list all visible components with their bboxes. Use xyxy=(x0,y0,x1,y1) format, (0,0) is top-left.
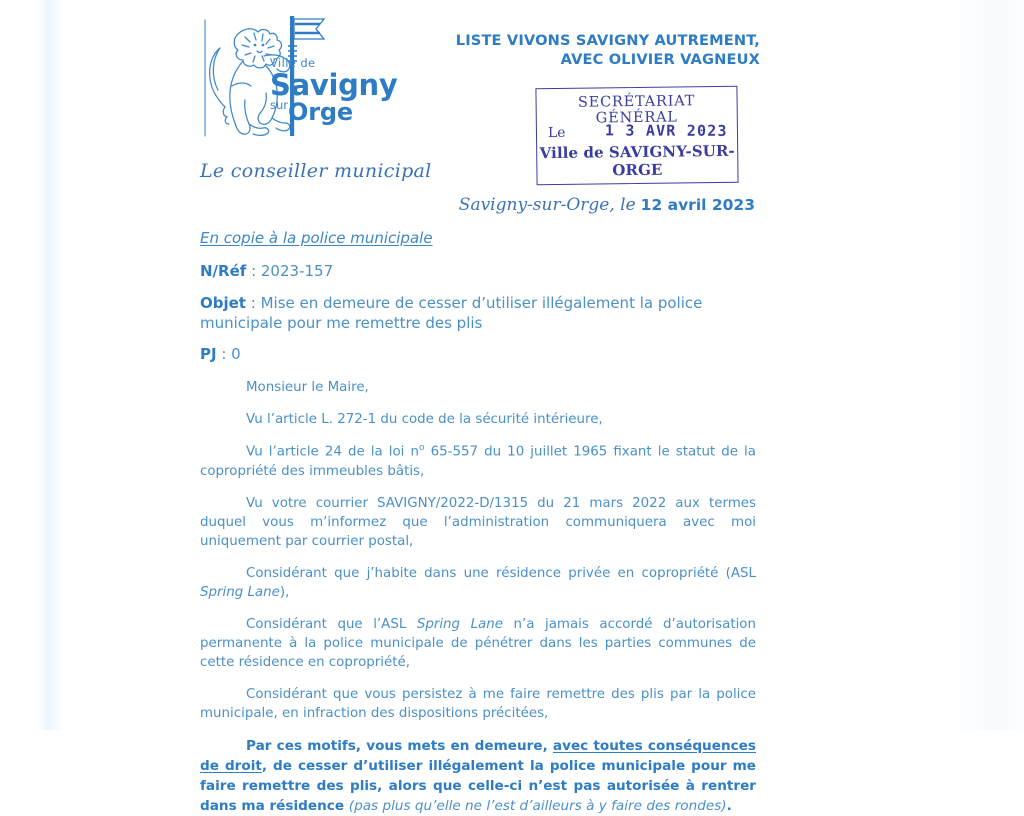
formal-notice-text-a: Par ces motifs, vous mets en demeure, xyxy=(246,737,553,754)
paragraph-vu-1 xyxy=(200,410,756,429)
masthead-title xyxy=(430,32,760,70)
subject-value: Mise en demeure de cesser d’utiliser illégalement la police municipale pour me remettre des plis xyxy=(200,294,703,332)
reference-line xyxy=(200,262,333,280)
stamp-date-value: 1 3 AVR 2023 xyxy=(604,121,728,140)
attachments-line xyxy=(200,345,241,363)
city-logo-wordmark xyxy=(270,58,398,124)
paragraph-considerant-2 xyxy=(200,615,756,672)
logo-sur-orge-text xyxy=(270,97,398,126)
letter-body xyxy=(200,378,756,816)
paragraph-vu-3 xyxy=(200,494,756,551)
dateline-place: Savigny-sur-Orge, le xyxy=(458,195,636,215)
reference-value: 2023-157 xyxy=(260,262,334,280)
paragraph-formal-notice xyxy=(200,736,756,816)
masthead-line-2: AVEC OLIVIER VAGNEUX xyxy=(560,50,760,68)
paragraph-considerant-1 xyxy=(200,564,756,602)
reference-label: N/Réf xyxy=(200,262,247,280)
ordinal-indicator: o xyxy=(418,443,425,454)
logo-orge-text: Orge xyxy=(288,97,353,126)
vu-loi-1965-text-a: Vu l’article 24 de la loi n xyxy=(246,444,419,460)
stamp-title-text: SECRÉTARIAT GÉNÉRAL xyxy=(577,93,696,127)
city-logo xyxy=(198,14,398,142)
subject-label: Objet xyxy=(200,294,246,312)
paragraph-considerant-3 xyxy=(200,685,756,723)
subject-line xyxy=(200,294,760,334)
vu-article-272-text: Vu l’article L. 272-1 du code de la sécurité intérieure, xyxy=(246,412,603,428)
paragraph-vu-2 xyxy=(200,442,756,481)
considerant-3-text: Considérant que vous persistez à me faire remettre des plis par la police municipale, en infraction des dispositions précitées, xyxy=(200,686,756,721)
considerant-2-text-b: n’a jamais accordé d’autorisation permanente à la police municipale de pénétrer dans les parties communes de cette résidence en copropriété, xyxy=(200,616,756,670)
subject-separator: : xyxy=(245,294,261,312)
stamp-city-text: Ville de SAVIGNY-SUR-ORGE xyxy=(539,141,735,180)
logo-ville-de-text: Ville de xyxy=(270,56,316,70)
vu-loi-1965-text-b: 65-557 du 10 juillet 1965 fixant le statut de la copropriété des immeubles bâtis, xyxy=(200,444,756,479)
formal-notice-underlined: avec toutes conséquences de droit xyxy=(200,737,756,775)
dateline-date: 12 avril 2023 xyxy=(640,196,755,214)
copy-recipient-note: En copie à la police municipale xyxy=(200,229,433,247)
attachments-separator: : xyxy=(216,345,232,363)
formal-notice-parenthetical: (pas plus qu’elle ne l’est d’ailleurs à y faire des rondes) xyxy=(348,798,727,815)
reception-stamp xyxy=(535,86,738,185)
formal-notice-text-b: , de cesser d’utiliser illégalement la police municipale pour me faire remettre des plis, alors que celle-ci n’est pas autorisée à rentrer dans ma résidence xyxy=(200,758,756,815)
considerant-1-text-a: Considérant que j’habite dans une résidence privée en copropriété (ASL xyxy=(246,565,756,581)
sender-role: Le conseiller municipal xyxy=(200,160,432,182)
vu-courrier-text: Vu votre courrier SAVIGNY/2022-D/1315 du 21 mars 2022 aux termes duquel vous m’informez que l’administration communiquera avec moi uniquement par courrier postal, xyxy=(200,495,756,549)
considerant-1-text-b: ), xyxy=(279,584,290,600)
formal-notice-end: . xyxy=(726,798,732,815)
salutation-text: Monsieur le Maire, xyxy=(246,380,369,395)
attachments-label: PJ xyxy=(200,345,217,363)
reference-separator: : xyxy=(246,262,261,280)
asl-name-1: Spring Lane xyxy=(200,584,280,600)
logo-sur-text: sur xyxy=(270,97,289,112)
considerant-2-text-a: Considérant que l’ASL xyxy=(246,616,417,632)
attachments-value: 0 xyxy=(231,345,241,363)
masthead-line-1: LISTE VIVONS SAVIGNY AUTREMENT, xyxy=(455,32,760,49)
logo-savigny-text: Savigny xyxy=(270,67,398,102)
paragraph-salutation xyxy=(200,378,756,397)
dateline xyxy=(300,195,755,215)
asl-name-2: Spring Lane xyxy=(416,616,503,632)
stamp-date-label: Le xyxy=(547,124,566,142)
